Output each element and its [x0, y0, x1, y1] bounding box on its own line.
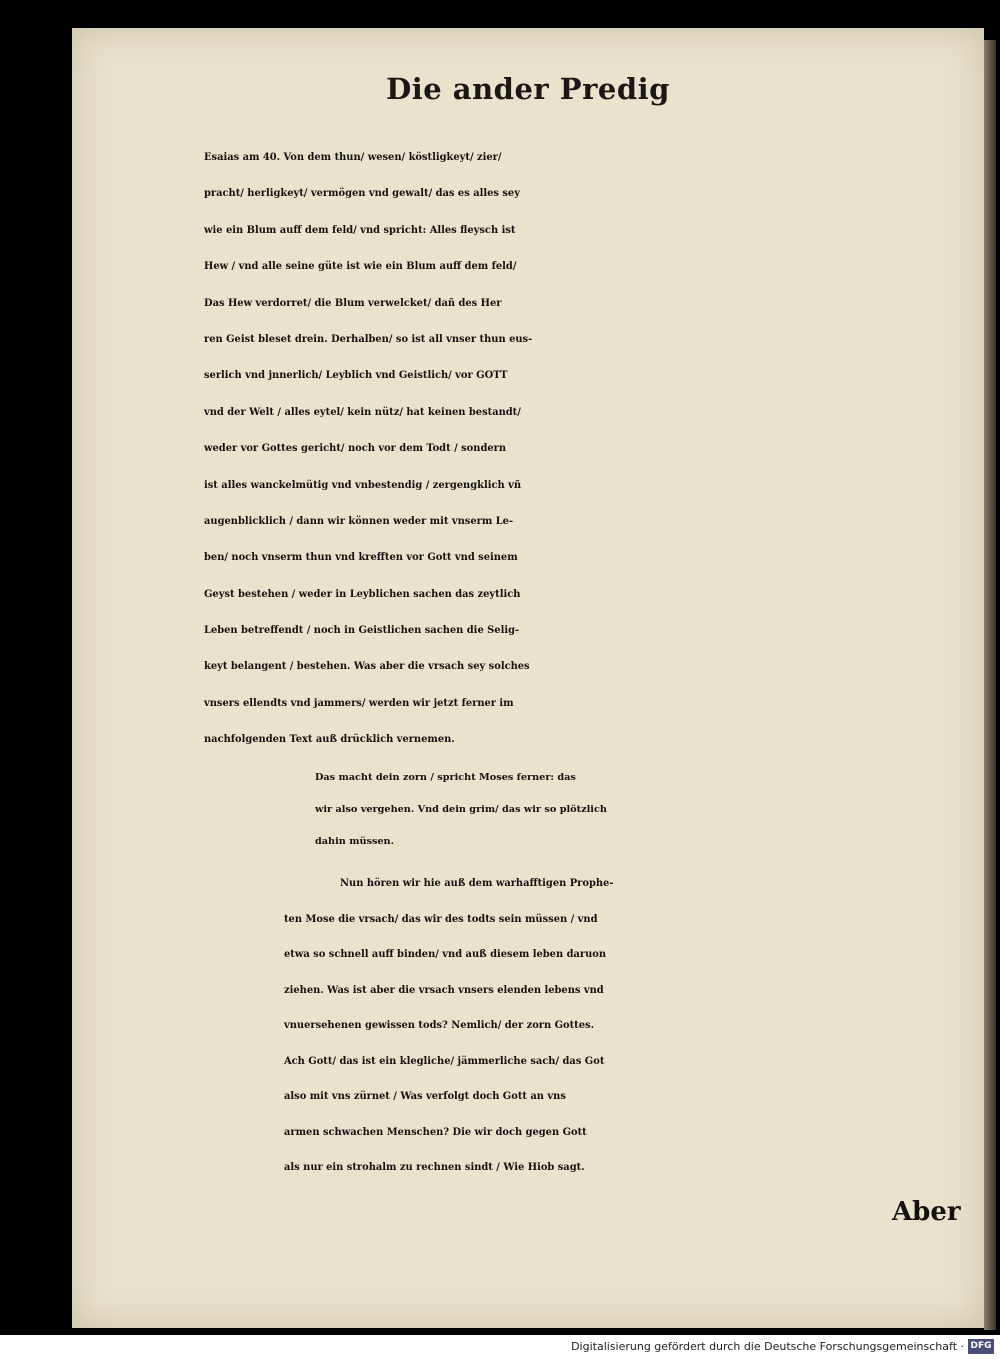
text-line: Geyst bestehen / weder in Leyblichen sachen das zeytlich [204, 588, 521, 600]
quote-line: Das macht dein zorn / spricht Moses ferner: das [315, 772, 576, 783]
text-line: serlich vnd jnnerlich/ Leyblich vnd Geistlich/ vor GOTT [204, 370, 508, 382]
text-line: weder vor Gottes gericht/ noch vor dem Todt / sondern [204, 443, 507, 455]
text-line: ist alles wanckelmütig vnd vnbestendig / zergengklich vñ [204, 479, 521, 491]
text-line: vnuersehenen gewissen tods? Nemlich/ der zorn Gottes. [284, 1020, 595, 1031]
footer-bar [0, 1335, 1000, 1359]
paragraph-2 [284, 866, 1000, 1186]
text-line: Ach Gott/ das ist ein klegliche/ jämmerliche sach/ das Got [284, 1055, 605, 1067]
text-line: nachfolgenden Text auß drücklich vernemen. [204, 734, 455, 746]
text-line: armen schwachen Menschen? Die wir doch gegen Gott [284, 1126, 587, 1138]
text-line: vnsers ellendts vnd jammers/ werden wir jetzt ferner im [204, 697, 514, 709]
text-line: also mit vns zürnet / Was verfolgt doch Gott an vns [284, 1091, 566, 1102]
text-line: Hew / vnd alle seine güte ist wie ein Blum auff dem feld/ [204, 261, 517, 273]
text-line: augenblicklich / dann wir können weder mit vnserm Le- [204, 515, 514, 527]
text-line: ziehen. Was ist aber die vrsach vnsers elenden lebens vnd [284, 984, 604, 996]
page-edge [984, 40, 996, 1330]
quote-line: wir also vergehen. Vnd dein grim/ das wir so plötzlich [315, 804, 607, 815]
text-line: keyt belangent / bestehen. Was aber die vrsach sey solches [204, 661, 530, 673]
text-line: ten Mose die vrsach/ das wir des todts sein müssen / vnd [284, 913, 598, 925]
dfg-logo: DFG [968, 1339, 994, 1354]
text-line: ben/ noch vnserm thun vnd krefften vor Gott vnd seinem [204, 552, 518, 564]
text-line: Leben betreffendt / noch in Geistlichen sachen die Selig- [204, 625, 520, 637]
book-page [72, 28, 984, 1328]
funding-notice: Digitalisierung gefördert durch die Deutsche Forschungsgemeinschaft · [571, 1340, 964, 1353]
scripture-quote [315, 762, 1000, 858]
text-line: Das Hew verdorret/ die Blum verwelcket/ dañ des Her [204, 297, 502, 309]
paragraph-1 [204, 140, 984, 759]
text-line: als nur ein strohalm zu rechnen sindt / Wie Hiob sagt. [284, 1162, 585, 1173]
text-line: wie ein Blum auff dem feld/ vnd spricht: Alles fleysch ist [204, 224, 516, 236]
catchword: Aber [892, 1197, 961, 1227]
text-line: Esaias am 40. Von dem thun/ wesen/ köstligkeyt/ zier/ [204, 152, 502, 163]
text-line: pracht/ herligkeyt/ vermögen vnd gewalt/ das es alles sey [204, 188, 520, 200]
running-header: Die ander Predig [386, 72, 670, 106]
text-line: etwa so schnell auff binden/ vnd auß diesem leben daruon [284, 949, 607, 960]
text-line: vnd der Welt / alles eytel/ kein nütz/ hat keinen bestandt/ [204, 406, 521, 418]
text-line: Nun hören wir hie auß dem warhafftigen Prophe- [340, 878, 614, 889]
quote-line: dahin müssen. [315, 836, 394, 847]
text-line: ren Geist bleset drein. Derhalben/ so ist all vnser thun eus- [204, 333, 533, 345]
